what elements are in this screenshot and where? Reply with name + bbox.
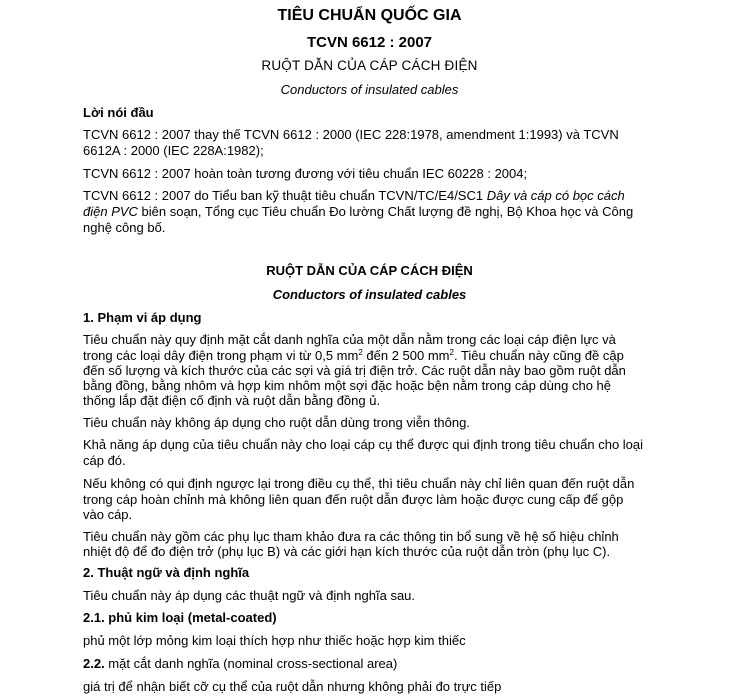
section1-p5-line2: nhiệt độ để đo điện trở (phụ lục B) và các giới hạn kích thước của ruột dẫn tròn (phụ lục C). (83, 544, 611, 559)
foreword-p3-line2 (83, 204, 633, 219)
superscript: 2 (358, 348, 363, 357)
foreword-heading: Lời nói đầu (83, 105, 154, 120)
text-run: . Tiêu chuẩn này cũng đề cập (453, 348, 624, 363)
foreword-p3-line1 (83, 188, 625, 203)
section1-p1-line1: Tiêu chuẩn này quy định mặt cắt danh nghĩa của một dẫn nằm trong các loại cáp điện lực và (83, 332, 616, 347)
foreword-p3-line3: nghệ công bố. (83, 220, 166, 235)
text-run: đến 2 500 mm (362, 348, 450, 363)
section1-p1-line4: bằng đồng, bằng nhôm và hợp kim nhôm một sợi đặc hoặc bện nằm trong cáp dùng cho hệ (83, 378, 611, 393)
section1-heading: 1. Phạm vi áp dụng (83, 310, 202, 325)
national-standard-title: TIÊU CHUẨN QUỐC GIA (277, 7, 462, 24)
foreword-p2: TCVN 6612 : 2007 hoàn toàn tương đương với tiêu chuẩn IEC 60228 : 2004; (83, 166, 528, 181)
section1-p4-line1: Nếu không có qui định ngược lại trong điều cụ thể, thì tiêu chuẩn này chỉ liên quan đến ruột dẫn (83, 476, 635, 491)
term-2-2-term: mặt cắt danh nghĩa (nominal cross-sectional area) (104, 656, 398, 671)
term-2-2-definition: giá trị để nhận biết cỡ cụ thể của ruột dẫn nhưng không phải đo trực tiếp (83, 679, 502, 694)
foreword-p1-line1: TCVN 6612 : 2007 thay thế TCVN 6612 : 2000 (IEC 228:1978, amendment 1:1993) và TCVN (83, 127, 619, 142)
standard-title-en: Conductors of insulated cables (280, 82, 459, 97)
term-2-2-heading (83, 656, 397, 671)
committee-name-italic: Dây và cáp có bọc cách (486, 188, 625, 203)
foreword-p3-text-cont: biên soạn, Tổng cục Tiêu chuẩn Đo lường Chất lượng đề nghị, Bộ Khoa học và Công (137, 204, 634, 219)
section2-p1: Tiêu chuẩn này áp dụng các thuật ngữ và định nghĩa sau. (83, 588, 416, 603)
foreword-p3-text: TCVN 6612 : 2007 do Tiểu ban kỹ thuật tiêu chuẩn TCVN/TC/E4/SC1 (83, 188, 487, 203)
term-2-1-definition: phủ một lớp mỏng kim loại thích hợp như thiếc hoặc hợp kim thiếc (83, 633, 466, 648)
term-2-1-heading: 2.1. phủ kim loại (metal-coated) (83, 610, 277, 625)
section1-p1-line3: đến số lượng và kích thước của các sợi và giá trị điện trở. Các ruột dẫn này bao gồm ruột dẫn (83, 363, 626, 378)
section1-p1-line5: thống lắp đặt điện cố định và ruột dẫn bằng đồng ủ. (83, 393, 381, 408)
standard-number: TCVN 6612 : 2007 (306, 34, 433, 51)
section1-p3-line1: Khả năng áp dụng của tiêu chuẩn này cho loại cáp cụ thể được qui định trong tiêu chuẩn cho loại (83, 437, 644, 452)
section1-p4-line2: trong cáp hoàn chỉnh mà không liên quan đến ruột dẫn được làm hoặc được cung cấp để gộp (83, 492, 624, 507)
text-run: trong các loại dây điện trong phạm vi từ 0,5 mm (83, 348, 359, 363)
section2-heading: 2. Thuật ngữ và định nghĩa (83, 565, 250, 580)
section1-p1-line2 (83, 348, 624, 363)
body-title-en: Conductors of insulated cables (272, 287, 467, 302)
committee-name-italic-cont: điện PVC (83, 204, 138, 219)
standard-title-vi: RUỘT DẪN CỦA CÁP CÁCH ĐIỆN (261, 58, 478, 73)
section1-p4-line3: vào cáp. (83, 507, 133, 522)
body-title-vi: RUỘT DẪN CỦA CÁP CÁCH ĐIỆN (266, 263, 473, 278)
term-2-2-number: 2.2. (83, 656, 105, 671)
section1-p5-line1: Tiêu chuẩn này gồm các phụ lục tham khảo đưa ra các thông tin bổ sung về hệ số hiệu chỉnh (83, 529, 619, 544)
section1-p3-line2: cáp đó. (83, 453, 126, 468)
superscript: 2 (449, 348, 454, 357)
foreword-p1-line2: 6612A : 2000 (IEC 228A:1982); (83, 143, 264, 158)
section1-p2: Tiêu chuẩn này không áp dụng cho ruột dẫn dùng trong viễn thông. (83, 415, 470, 430)
